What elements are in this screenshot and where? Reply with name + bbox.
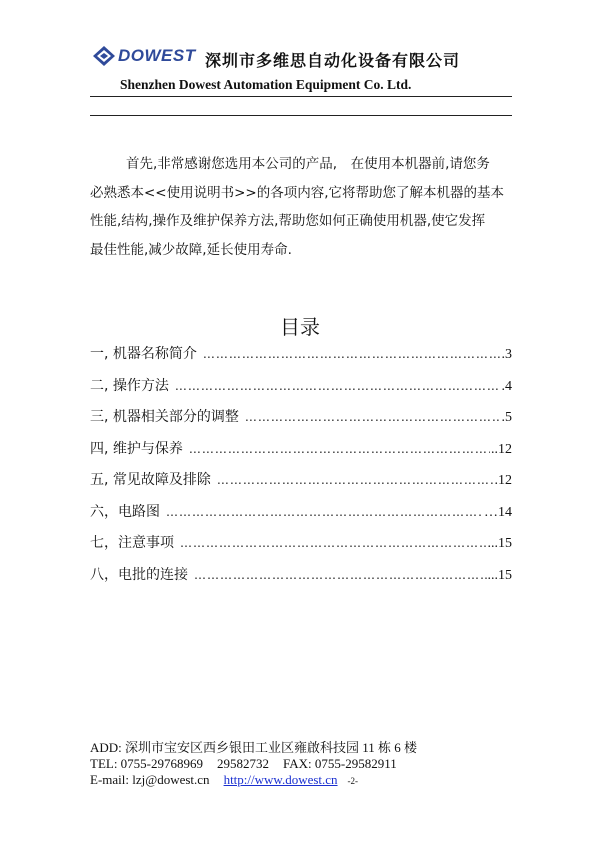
toc-entry-8[interactable] [90,563,512,595]
toc-leader-dots [166,500,483,524]
intro-line: 性能,结构,操作及维护保养方法,帮助您如何正确使用机器,使它发挥 [90,213,486,229]
header-divider-bottom [90,115,512,116]
footer-tel: TEL: 0755-29768969 [90,756,204,771]
toc-leader-dots [194,563,487,587]
toc-entry-7[interactable] [90,531,512,563]
company-name-english: Shenzhen Dowest Automation Equipment Co. Ltd. [120,77,412,92]
toc-title: 目录 [280,315,320,339]
company-logo [92,44,196,68]
toc-entry-label: 八，电批的连接 [90,566,188,583]
toc-leader-dots [180,531,487,555]
toc-entry-page: .12 [494,473,512,488]
toc-entry-1[interactable] [90,342,512,374]
company-name-chinese: 深圳市多维思自动化设备有限公司 [205,51,461,70]
intro-line: 最佳性能,减少故障,延长使用寿命. [90,241,292,258]
toc-entry-page: ...15 [487,567,512,583]
toc-entry-label: 一, 机器名称简介 [90,346,197,362]
toc-leader-dots [189,437,490,461]
toc-entry-page: .4 [501,378,512,394]
toc-entry-label: 六，电路图 [90,503,160,520]
toc-entry-4[interactable] [90,437,512,469]
footer-address: ADD: 深圳市宝安区西乡银田工业区雍啟科技园 11 栋 6 楼 [90,740,418,755]
toc-entry-6[interactable] [90,500,512,532]
footer-website-link[interactable]: http://www.dowest.cn [223,772,338,787]
header-divider-top [90,96,512,97]
page-footer [90,740,417,789]
toc-leader-dots [217,468,494,492]
intro-paragraph [90,150,514,264]
toc-entry-label: 三, 机器相关部分的调整 [90,409,239,425]
footer-fax: FAX: 0755-29582911 [283,756,397,771]
toc-entry-3[interactable] [90,405,512,437]
toc-leader-dots [175,374,501,398]
toc-entry-label: 七，注意事项 [90,535,174,551]
footer-tel-2: 29582732 [217,756,270,771]
toc-leader-dots [203,342,501,366]
toc-entry-page: .5 [501,410,512,425]
toc-entry-5[interactable] [90,468,512,500]
dowest-logo-icon [92,45,116,67]
intro-line: 首先,非常感谢您选用本公司的产品, 在使用本机器前,请您务 [126,156,490,172]
toc-entry-page: ...15 [487,536,512,551]
table-of-contents [90,342,512,594]
footer-web-line [90,772,417,789]
toc-entry-page: …14 [484,504,512,520]
footer-email: E-mail: lzj@dowest.cn [90,772,210,787]
footer-contact-line [90,756,417,772]
toc-entry-label: 五, 常见故障及排除 [90,472,211,488]
toc-entry-page: .3 [501,347,512,362]
toc-entry-page: ..12 [491,441,512,457]
page-number: -2- [347,776,359,786]
toc-entry-label: 四, 维护与保养 [90,440,183,457]
toc-entry-2[interactable] [90,374,512,406]
toc-leader-dots [245,405,501,429]
toc-entry-label: 二, 操作方法 [90,377,169,394]
logo-text: DOWEST [118,46,196,65]
intro-line: 必熟悉本<<使用说明书>>的各项内容,它将帮助您了解本机器的基本 [90,184,505,201]
